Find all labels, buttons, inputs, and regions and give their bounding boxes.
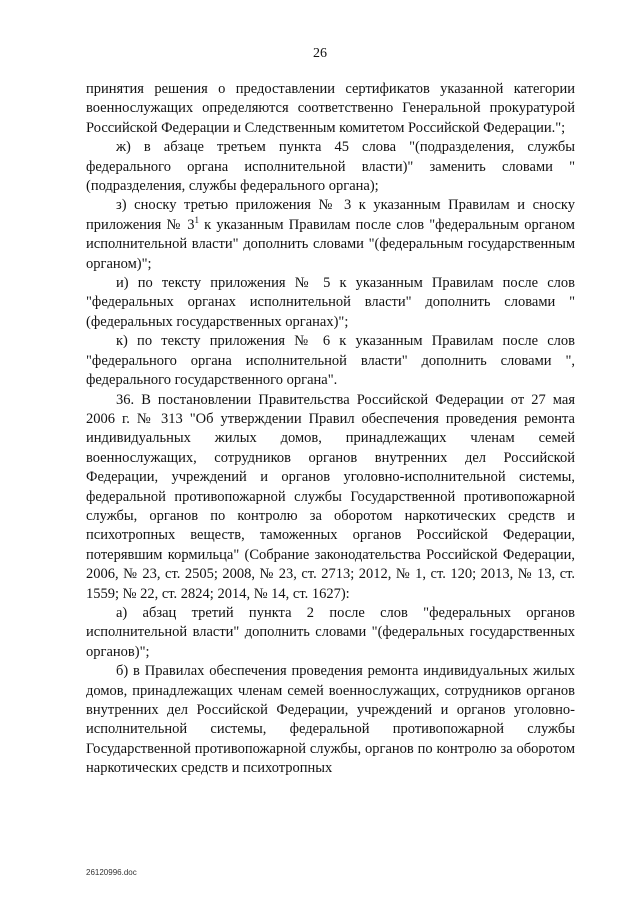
paragraph-a: а) абзац третий пункта 2 после слов "федеральных органов исполнительной власти" дополнить словами "(федеральных государственных органов)"; [86, 604, 575, 660]
paragraph-z-start: з) сноску третью приложения № 3 к указанным Правилам и сноску приложения № 3 [86, 197, 575, 233]
footnote-superscript: 1 [194, 215, 199, 226]
paragraph-z [86, 196, 575, 274]
paragraph-z-end: к указанным Правилам после слов "федеральным органом исполнительной власти" дополнить словами "(федеральным государственным органом)"; [86, 216, 575, 272]
paragraph-zh: ж) в абзаце третьем пункта 45 слова "(подразделения, службы федерального органа исполнительной власти)" заменить словами "(подразделения, службы федерального органа); [86, 139, 575, 195]
paragraph-i: и) по тексту приложения № 5 к указанным Правилам после слов "федеральных органах исполнительной власти" дополнить словами "(федеральных государственных органах)"; [86, 275, 575, 330]
paragraph-b: б) в Правилах обеспечения проведения ремонта индивидуальных жилых домов, принадлежащих членам семей военнослужащих, сотрудников органов внутренних дел Российской Федерации, учреждений и органов уголовно-исполнительной системы, федеральной противопожарной службы Государственной противопожарной службы, органов по контролю за оборотом наркотических средств и психотропных [86, 663, 575, 777]
paragraph-36: 36. В постановлении Правительства Российской Федерации от 27 мая 2006 г. № 313 "Об утверждении Правил обеспечения проведения ремонта индивидуальных жилых домов, принадлежащих членам семей военнослужащих, сотрудников органов внутренних дел Российской Федерации, учреждений и органов уголовно-исполнительной системы, федеральной противопожарной службы Государственной противопожарной службы, органов по контролю за оборотом наркотических средств и психотропных веществ, таможенных органов Российской Федерации, потерявшим кормильца" (Собрание законодательства Российской Федерации, 2006, № 23, ст. 2505; 2008, № 23, ст. 2713; 2012, № 1, ст. 120; 2013, № 13, ст. 1559; № 22, ст. 2824; 2014, № 14, ст. 1627): [86, 391, 575, 602]
paragraph-continuation: принятия решения о предоставлении сертификатов указанной категории военнослужащих определяются соответственно Генеральной прокуратурой Российской Федерации и Следственным комитетом Российской Федерации."; [86, 81, 575, 136]
footer-filename: 26120996.doc [86, 868, 137, 877]
document-body [86, 80, 575, 779]
paragraph-k: к) по тексту приложения № 6 к указанным Правилам после слов "федерального органа исполнительной власти" дополнить словами ", федерального государственного органа". [86, 333, 575, 389]
page-number: 26 [313, 46, 327, 61]
